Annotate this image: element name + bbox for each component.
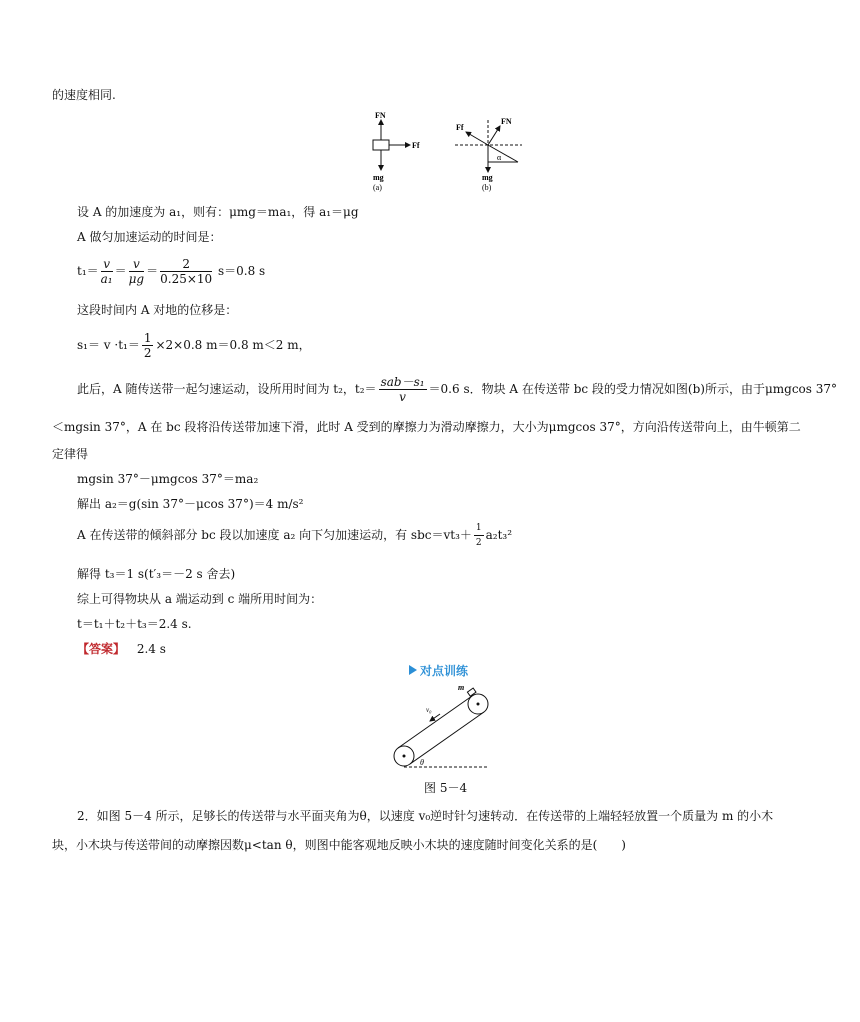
fraction — [160, 257, 212, 286]
force-diagrams — [360, 108, 530, 198]
label-mg-b: mg — [482, 173, 493, 182]
formula-t2 — [77, 374, 837, 404]
fraction — [142, 331, 154, 360]
text-line: 的速度相同. — [52, 88, 116, 102]
fraction-den: a₁ — [100, 272, 113, 286]
question-line: 块，小木块与传送带间的动摩擦因数μ<tan θ，则图中能客观地反映小木块的速度随时间变化关系的是( ) — [52, 838, 626, 852]
fraction-den: 2 — [475, 538, 482, 548]
formula-part: ＝ — [146, 264, 159, 278]
label-v0: v₀ — [426, 706, 432, 714]
label-ff-b: Ff — [456, 123, 464, 132]
fraction-num: sab－s₁ — [380, 375, 425, 389]
formula-s1 — [77, 330, 311, 360]
formula-part: s₁＝ v ·t₁＝ — [77, 338, 140, 352]
formula-part: a₂t₃² — [485, 528, 513, 542]
text-line: ＜mgsin 37°，A 在 bc 段将沿传送带加速下滑，此时 A 受到的摩擦力为滑动摩擦力，大小为μmgcos 37°，方向沿传送带向上，由牛顿第二 — [52, 420, 801, 434]
fraction-num: 1 — [474, 521, 484, 536]
label-theta: θ — [420, 758, 424, 767]
question-line: 2．如图 5－4 所示，足够长的传送带与水平面夹角为θ，以速度 v₀逆时针匀速转动．在传送带的上端轻轻放置一个质量为 m 的小木 — [77, 809, 774, 823]
formula-part: A 在传送带的倾斜部分 bc 段以加速度 a₂ 向下匀加速运动，有 sbc＝vt₃＋ — [77, 528, 472, 542]
formula-part: s＝0.8 s — [218, 264, 266, 278]
answer-value: 2.4 s — [136, 642, 166, 656]
text-line: 综上可得物块从 a 端运动到 c 端所用时间为： — [77, 592, 323, 606]
text-line: 解出 a₂＝g(sin 37°－μcos 37°)＝4 m/s² — [77, 497, 304, 511]
fraction-den: v — [399, 390, 406, 404]
formula-part: ×2×0.8 m＝0.8 m＜2 m， — [155, 338, 311, 352]
text-line: 解得 t₃＝1 s(t′₃＝－2 s 舍去) — [77, 567, 236, 581]
fraction — [379, 375, 427, 404]
formula-sbc — [77, 520, 512, 550]
fraction-den: 0.25×10 — [160, 272, 213, 286]
fraction-num: 1 — [143, 331, 152, 345]
text-line: t＝t₁＋t₂＋t₃＝2.4 s. — [77, 617, 192, 631]
force-diagram-b — [455, 117, 522, 192]
practice-banner — [409, 662, 468, 678]
fraction-den: μg — [128, 272, 145, 286]
label-m: m — [458, 683, 465, 692]
conveyor-figure — [390, 682, 490, 777]
text-line: 定律得 — [52, 447, 89, 461]
label-mg: mg — [373, 173, 384, 182]
answer-line — [77, 641, 166, 657]
banner-text: 对点训练 — [420, 663, 469, 678]
fraction-num: v — [101, 257, 113, 272]
fraction — [129, 257, 144, 286]
formula-t1 — [77, 256, 265, 286]
label-alpha: α — [497, 153, 502, 162]
text-line: A 做匀加速运动的时间是： — [77, 230, 222, 244]
answer-tag: 【答案】 — [77, 642, 126, 656]
text-line: mgsin 37°－μmgcos 37°＝ma₂ — [77, 472, 259, 486]
formula-part: t₁＝ — [77, 264, 99, 278]
caption-b: (b) — [482, 183, 492, 192]
force-diagram-a — [373, 111, 420, 192]
formula-part: ＝ — [114, 264, 127, 278]
text-line: 这段时间内 A 对地的位移是： — [77, 303, 238, 317]
fraction-num: v — [129, 257, 144, 272]
label-fn: FN — [375, 111, 386, 120]
formula-part: 此后，A 随传送带一起匀速运动，设所用时间为 t₂，t₂＝ — [77, 382, 377, 396]
label-fn-b: FN — [501, 117, 512, 126]
label-ff: Ff — [412, 141, 420, 150]
play-icon — [409, 665, 417, 675]
text-line: 设 A 的加速度为 a₁，则有：μmg＝ma₁，得 a₁＝μg — [77, 205, 359, 219]
figure-caption: 图 5－4 — [424, 781, 468, 795]
formula-part: ＝0.6 s．物块 A 在传送带 bc 段的受力情况如图(b)所示，由于μmgcos 37° — [428, 382, 838, 396]
fraction-den: 2 — [143, 346, 152, 360]
caption-a: (a) — [373, 183, 382, 192]
fraction — [474, 521, 484, 550]
fraction-num: 2 — [160, 257, 212, 272]
fraction — [101, 257, 113, 286]
